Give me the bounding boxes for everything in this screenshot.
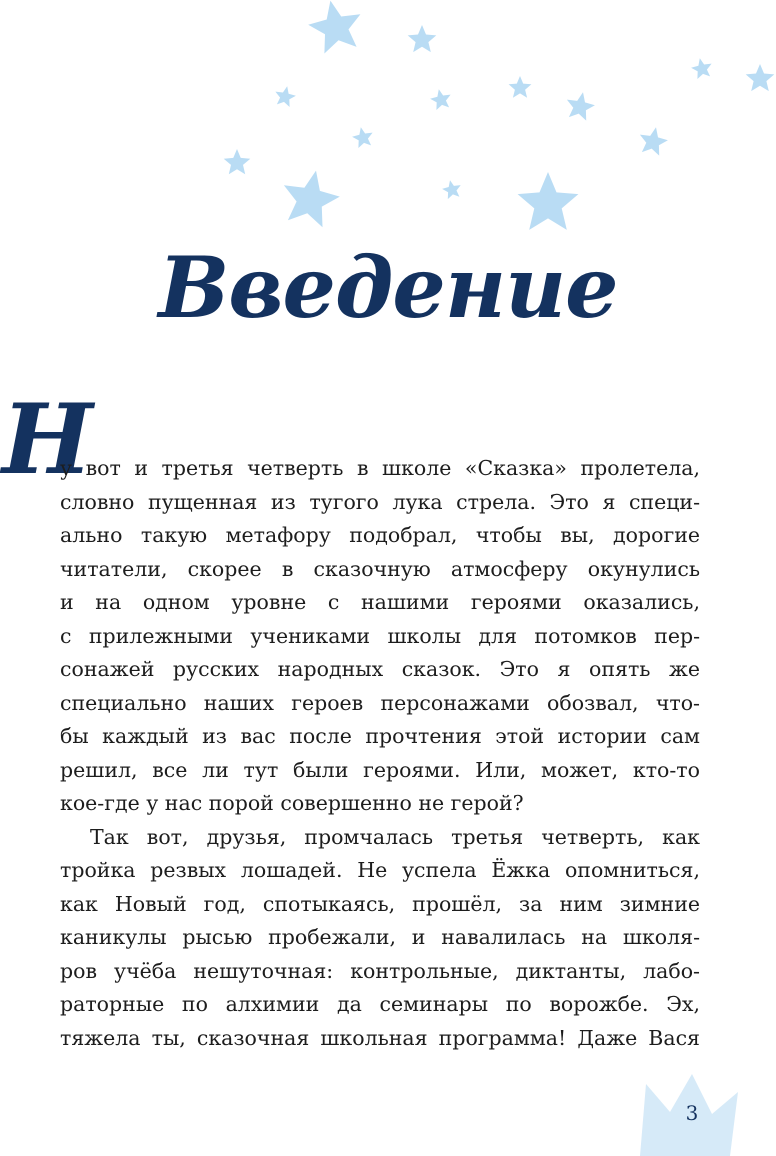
text-line: кое-где у нас порой совершенно не герой? bbox=[60, 791, 524, 815]
star-icon bbox=[691, 58, 712, 79]
text-line: с прилежными учениками школы для потомков пер- bbox=[60, 623, 700, 648]
star-icon bbox=[567, 92, 595, 120]
text-line: ров учёба нешуточная: контрольные, диктанты, лабо- bbox=[60, 958, 700, 983]
page-number: 3 bbox=[685, 1101, 699, 1125]
star-icon bbox=[352, 127, 373, 148]
text-line: ально такую метафору подобрал, чтобы вы, дорогие bbox=[60, 523, 700, 547]
star-icon bbox=[408, 25, 437, 52]
star-icon bbox=[518, 172, 579, 230]
text-line: бы каждый из вас после прочтения этой истории сам bbox=[60, 724, 700, 748]
text-line: Так вот, друзья, промчалась третья четверть, как bbox=[90, 824, 700, 849]
text-line: у вот и третья четверть в школе «Сказка» пролетела, bbox=[60, 456, 700, 480]
text-line: решил, все ли тут были героями. Или, может, кто-то bbox=[60, 757, 700, 782]
text-line: раторные по алхимии да семинары по ворожбе. Эх, bbox=[60, 992, 700, 1016]
text-line: как Новый год, спотыкаясь, прошёл, за ним зимние bbox=[60, 891, 700, 916]
chapter-body bbox=[60, 452, 700, 1055]
paragraph-1 bbox=[60, 452, 700, 821]
text-line: сонажей русских народных сказок. Это я опять же bbox=[60, 657, 700, 681]
star-icon bbox=[640, 127, 668, 155]
star-icon bbox=[275, 86, 296, 107]
star-icon bbox=[308, 1, 360, 54]
text-line: и на одном уровне с нашими героями оказались, bbox=[60, 590, 700, 614]
star-icon bbox=[430, 89, 451, 110]
paragraph-2 bbox=[60, 821, 700, 1056]
star-icon bbox=[442, 180, 461, 199]
star-icon bbox=[746, 64, 775, 91]
text-line: тройка резвых лошадей. Не успела Ёжка опомниться, bbox=[60, 858, 700, 882]
drop-cap: Н bbox=[2, 383, 93, 496]
stars-decoration bbox=[0, 0, 776, 260]
star-icon bbox=[284, 171, 340, 228]
chapter-title: Введение bbox=[158, 238, 618, 337]
text-line: словно пущенная из тугого лука стрела. Это я специ- bbox=[60, 489, 700, 514]
text-line: каникулы рысью пробежали, и навалилась на школя- bbox=[60, 925, 700, 949]
text-line: читатели, скорее в сказочную атмосферу окунулись bbox=[60, 556, 700, 581]
text-line: специально наших героев персонажами обозвал, что- bbox=[60, 690, 700, 715]
star-icon bbox=[224, 149, 251, 174]
star-icon bbox=[509, 76, 532, 98]
text-line: тяжела ты, сказочная школьная программа! Даже Вася bbox=[60, 1025, 700, 1050]
